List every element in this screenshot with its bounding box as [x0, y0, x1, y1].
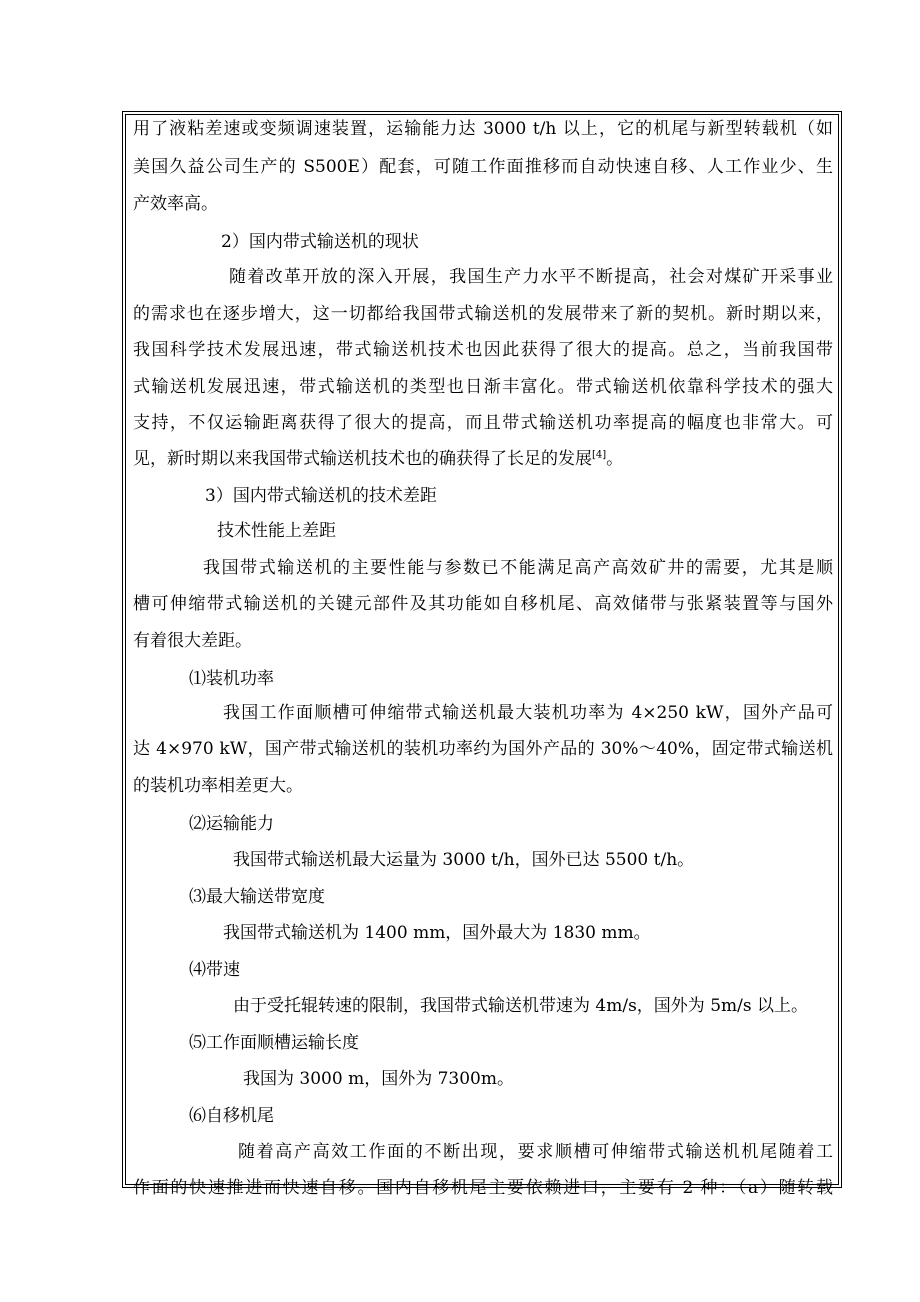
text-line: 我国带式输送机的主要性能与参数已不能满足高产高效矿井的需要，尤其是顺	[203, 558, 833, 578]
section-heading: 2）国内带式输送机的现状	[221, 232, 419, 252]
text-line: 随着改革开放的深入开展，我国生产力水平不断提高，社会对煤矿开采事业	[229, 267, 833, 287]
text-line: 的装机功率相差更大。	[133, 776, 303, 796]
text-line: 由于受托辊转速的限制，我国带式输送机带速为 4m/s，国外为 5m/s 以上。	[233, 996, 808, 1016]
item-heading: ⑷带速	[189, 960, 240, 980]
item-heading: ⑹自移机尾	[189, 1106, 274, 1126]
text-line: 我国工作面顺槽可伸缩带式输送机最大装机功率为 4×250 kW，国外产品可	[223, 703, 833, 723]
text-line: 随着高产高效工作面的不断出现，要求顺槽可伸缩带式输送机机尾随着工	[238, 1142, 833, 1162]
text-line: 的需求也在逐步增大，这一切都给我国带式输送机的发展带来了新的契机。新时期以来，	[133, 304, 833, 324]
text-span: 见，新时期以来我国带式输送机技术也的确获得了长足的发展	[133, 449, 592, 469]
item-heading: ⑵运输能力	[189, 814, 274, 834]
text-line: 达 4×970 kW，国产带式输送机的装机功率约为国外产品的 30%～40%，固定带式输送机	[133, 739, 833, 759]
subsection-heading: 技术性能上差距	[217, 521, 336, 541]
text-line: 我国科学技术发展迅速，带式输送机技术也因此获得了很大的提高。总之，当前我国带	[133, 340, 833, 360]
section-heading: 3）国内带式输送机的技术差距	[205, 486, 437, 506]
text-line: 槽可伸缩带式输送机的关键元部件及其功能如自移机尾、高效储带与张紧装置等与国外	[133, 594, 833, 614]
item-heading: ⑸工作面顺槽运输长度	[189, 1033, 359, 1053]
text-line: 产效率高。	[133, 194, 218, 214]
text-line: 作面的快速推进而快速自移。国内自移机尾主要依赖进口，主要有 2 种：（a）随转载	[133, 1178, 833, 1198]
text-line: 式输送机发展迅速，带式输送机的类型也日渐丰富化。带式输送机依靠科学技术的强大	[133, 377, 833, 397]
text-line: 我国带式输送机最大运量为 3000 t/h，国外已达 5500 t/h。	[233, 850, 695, 870]
text-line: 用了液粘差速或变频调速装置，运输能力达 3000 t/h 以上，它的机尾与新型转载机（如	[133, 119, 833, 139]
text-line: 我国为 3000 m，国外为 7300m。	[243, 1069, 514, 1089]
citation-marker: [4]	[592, 449, 607, 461]
item-heading: ⑶最大输送带宽度	[189, 887, 325, 907]
text-line: 有着很大差距。	[133, 631, 252, 651]
text-line: 美国久益公司生产的 S500E）配套，可随工作面推移而自动快速自移、人工作业少、生	[133, 157, 833, 177]
item-heading: ⑴装机功率	[189, 669, 274, 689]
text-span: 。	[606, 449, 624, 469]
text-line: 我国带式输送机为 1400 mm，国外最大为 1830 mm。	[223, 923, 651, 943]
text-line-with-citation	[133, 448, 623, 470]
text-line: 支持，不仅运输距离获得了很大的提高，而且带式输送机功率提高的幅度也非常大。可	[133, 413, 833, 433]
